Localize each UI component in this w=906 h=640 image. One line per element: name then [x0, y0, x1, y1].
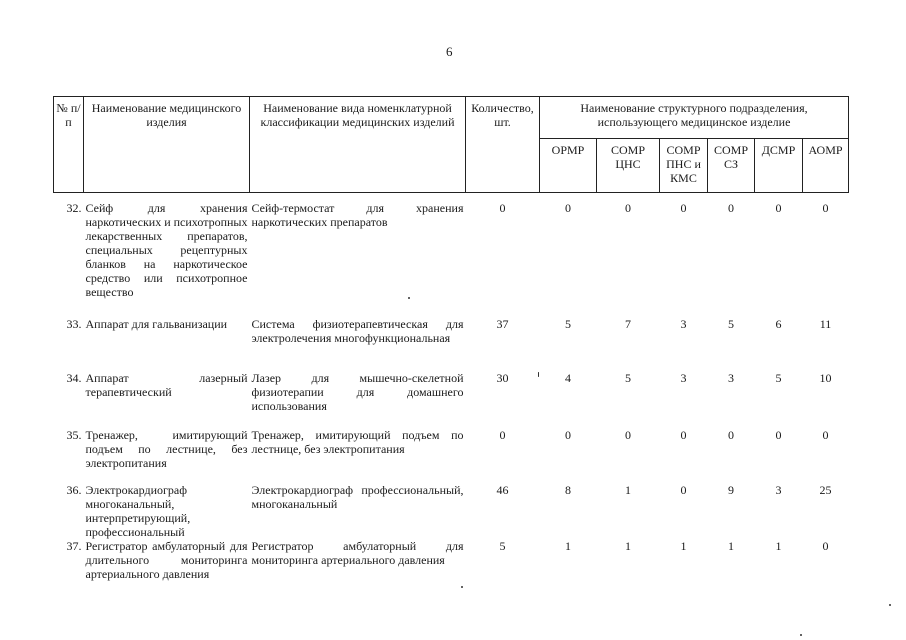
unit-cell: 3 — [680, 371, 687, 385]
unit-cell: 1 — [775, 539, 782, 553]
unit-cell: 1 — [625, 483, 631, 497]
header-num: № п/п — [54, 97, 84, 193]
device-name: Аппарат лазерный терапевтический — [85, 371, 248, 399]
unit-cell: 1 — [728, 539, 734, 553]
header-unit-dsmr: ДСМР — [755, 139, 803, 193]
quantity-cell: 30 — [496, 371, 509, 385]
quantity-cell: 0 — [499, 201, 506, 215]
table-row — [54, 483, 849, 539]
unit-cell: 0 — [565, 201, 571, 215]
unit-cell: 0 — [680, 483, 687, 497]
unit-cell: 3 — [728, 371, 734, 385]
unit-cell: 0 — [822, 539, 829, 553]
header-unit-aomr: АОМР — [803, 139, 849, 193]
unit-cell: 11 — [819, 317, 832, 331]
page-number: 6 — [446, 44, 453, 59]
unit-cell: 4 — [565, 371, 571, 385]
device-classification: Электрокардиограф профессиональный, многоканальный — [251, 483, 464, 511]
header-classification: Наименование вида номенклатурной классификации медицинских изделий — [250, 97, 466, 193]
scan-speck — [461, 586, 463, 588]
unit-cell: 8 — [565, 483, 571, 497]
unit-cell: 0 — [728, 201, 734, 215]
row-num: 33. — [66, 317, 82, 331]
unit-cell: 1 — [625, 539, 631, 553]
device-name: Тренажер, имитирующий подъем по лестнице, без электропитания — [85, 428, 248, 470]
device-name: Аппарат для гальванизации — [85, 317, 228, 331]
table-row — [54, 539, 849, 589]
device-classification: Система физиотерапевтическая для электролечения многофункциональная — [251, 317, 464, 345]
scan-speck — [889, 604, 891, 606]
unit-cell: 9 — [728, 483, 734, 497]
unit-cell: 0 — [565, 428, 571, 442]
unit-cell: 1 — [565, 539, 571, 553]
unit-cell: 5 — [625, 371, 631, 385]
header-quantity: Количество, шт. — [466, 97, 540, 193]
row-num: 34. — [66, 371, 82, 385]
table-row — [54, 428, 849, 483]
device-name: Регистратор амбулаторный для длительного мониторинга артериального давления — [85, 539, 248, 581]
device-classification: Лазер для мышечно-скелетной физиотерапии для домашнего использования — [251, 371, 464, 413]
row-num: 32. — [66, 201, 82, 215]
unit-cell: 5 — [565, 317, 571, 331]
table-row — [54, 317, 849, 371]
unit-cell: 0 — [822, 201, 829, 215]
device-classification: Тренажер, имитирующий подъем по лестнице, без электропитания — [251, 428, 464, 456]
unit-cell: 0 — [822, 428, 829, 442]
unit-cell: 0 — [680, 201, 687, 215]
device-name: Сейф для хранения наркотических и психотропных лекарственных препаратов, специальных рецептурных бланков на наркотическое средство или психотропное вещество — [85, 201, 248, 299]
unit-cell: 6 — [775, 317, 782, 331]
scan-speck — [800, 634, 802, 636]
scan-speck — [538, 372, 539, 377]
unit-cell: 25 — [819, 483, 832, 497]
header-unit-somr-sz: СОМР СЗ — [708, 139, 755, 193]
unit-cell: 0 — [625, 428, 631, 442]
quantity-cell: 46 — [496, 483, 509, 497]
unit-cell: 7 — [625, 317, 631, 331]
device-classification: Регистратор амбулаторный для мониторинга артериального давления — [251, 539, 464, 567]
header-unit-ormr: ОРМР — [540, 139, 597, 193]
quantity-cell: 5 — [499, 539, 506, 553]
table-row — [54, 371, 849, 428]
header-units-group: Наименование структурного подразделения, использующего медицинское изделие — [540, 97, 849, 139]
header-unit-somr-cns: СОМР ЦНС — [597, 139, 660, 193]
quantity-cell: 37 — [496, 317, 509, 331]
unit-cell: 0 — [775, 428, 782, 442]
row-num: 35. — [66, 428, 82, 442]
unit-cell: 3 — [680, 317, 687, 331]
unit-cell: 0 — [625, 201, 631, 215]
device-name: Электрокардиограф многоканальный, интерпретирующий, профессиональный — [85, 483, 191, 539]
row-num: 37. — [66, 539, 82, 553]
unit-cell: 5 — [775, 371, 782, 385]
unit-cell: 10 — [819, 371, 832, 385]
unit-cell: 1 — [680, 539, 687, 553]
device-classification: Сейф-термостат для хранения наркотических препаратов — [251, 201, 464, 229]
equipment-table — [53, 96, 849, 589]
unit-cell: 0 — [680, 428, 687, 442]
header-name: Наименование медицинского изделия — [84, 97, 250, 193]
header-unit-somr-pns-kms: СОМР ПНС и КМС — [660, 139, 708, 193]
unit-cell: 0 — [775, 201, 782, 215]
row-num: 36. — [66, 483, 82, 497]
table-row — [54, 201, 849, 317]
unit-cell: 5 — [728, 317, 734, 331]
unit-cell: 0 — [728, 428, 734, 442]
scan-speck — [408, 297, 410, 299]
quantity-cell: 0 — [499, 428, 506, 442]
unit-cell: 3 — [775, 483, 782, 497]
